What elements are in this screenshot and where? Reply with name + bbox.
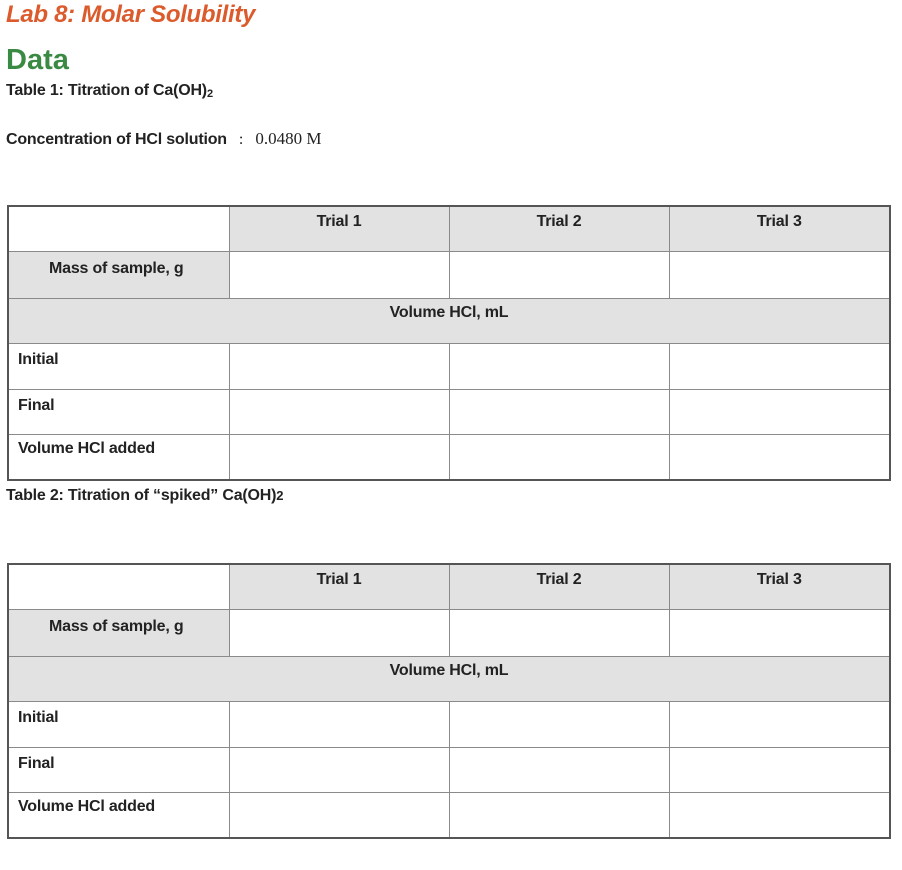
- table-row-final: [8, 748, 890, 793]
- cell-initial-trial-2[interactable]: [449, 344, 669, 390]
- concentration-separator: :: [238, 131, 244, 148]
- table2: [7, 563, 891, 839]
- cell-final-trial-2[interactable]: [449, 748, 669, 793]
- row-label-initial: Initial: [8, 344, 229, 390]
- row-label-volume-added: Volume HCl added: [8, 435, 229, 481]
- column-header-trial-2: Trial 2: [449, 564, 669, 610]
- cell-mass-trial-2[interactable]: [449, 610, 669, 657]
- column-header-trial-1: Trial 1: [229, 206, 449, 252]
- cell-added-trial-1[interactable]: [229, 435, 449, 481]
- cell-added-trial-2[interactable]: [449, 793, 669, 839]
- concentration-label: Concentration of HCl solution: [6, 131, 227, 148]
- cell-final-trial-2[interactable]: [449, 390, 669, 435]
- cell-mass-trial-3[interactable]: [669, 610, 890, 657]
- table-row-volume-header: [8, 657, 890, 702]
- row-label-mass: Mass of sample, g: [8, 252, 229, 299]
- cell-initial-trial-1[interactable]: [229, 344, 449, 390]
- table-row-mass: [8, 610, 890, 657]
- column-header-trial-2: Trial 2: [449, 206, 669, 252]
- column-header-trial-3: Trial 3: [669, 206, 890, 252]
- volume-header: Volume HCl, mL: [8, 299, 890, 344]
- cell-added-trial-3[interactable]: [669, 793, 890, 839]
- table-corner-cell: [8, 564, 229, 610]
- cell-added-trial-3[interactable]: [669, 435, 890, 481]
- cell-initial-trial-1[interactable]: [229, 702, 449, 748]
- cell-final-trial-3[interactable]: [669, 390, 890, 435]
- table-row-volume-added: [8, 793, 890, 839]
- section-title-data: Data: [6, 44, 69, 76]
- table1-caption: [6, 82, 213, 100]
- cell-mass-trial-1[interactable]: [229, 610, 449, 657]
- table-row-volume-header: [8, 299, 890, 344]
- table2-caption-text: Table 2: Titration of “spiked” Ca(OH): [6, 487, 277, 504]
- row-label-mass: Mass of sample, g: [8, 610, 229, 657]
- row-label-final: Final: [8, 748, 229, 793]
- table1-caption-text: Table 1: Titration of Ca(OH): [6, 82, 207, 99]
- row-label-final: Final: [8, 390, 229, 435]
- cell-added-trial-2[interactable]: [449, 435, 669, 481]
- cell-mass-trial-2[interactable]: [449, 252, 669, 299]
- volume-header: Volume HCl, mL: [8, 657, 890, 702]
- cell-initial-trial-2[interactable]: [449, 702, 669, 748]
- table-row-initial: [8, 344, 890, 390]
- cell-mass-trial-1[interactable]: [229, 252, 449, 299]
- cell-final-trial-1[interactable]: [229, 748, 449, 793]
- table-header-row: [8, 206, 890, 252]
- cell-final-trial-1[interactable]: [229, 390, 449, 435]
- table-row-final: [8, 390, 890, 435]
- table-row-initial: [8, 702, 890, 748]
- cell-mass-trial-3[interactable]: [669, 252, 890, 299]
- column-header-trial-1: Trial 1: [229, 564, 449, 610]
- table-row-volume-added: [8, 435, 890, 481]
- table1-caption-subscript: 2: [206, 88, 213, 100]
- lab-title: Lab 8: Molar Solubility: [6, 1, 256, 28]
- table2-caption: [6, 487, 283, 505]
- column-header-trial-3: Trial 3: [669, 564, 890, 610]
- concentration-value: 0.0480 M: [255, 129, 322, 148]
- cell-final-trial-3[interactable]: [669, 748, 890, 793]
- row-label-volume-added: Volume HCl added: [8, 793, 229, 839]
- cell-initial-trial-3[interactable]: [669, 702, 890, 748]
- table2-caption-subscript: 2: [276, 488, 284, 503]
- table-row-mass: [8, 252, 890, 299]
- table1: [7, 205, 891, 481]
- table-header-row: [8, 564, 890, 610]
- concentration-row: [6, 129, 321, 149]
- cell-initial-trial-3[interactable]: [669, 344, 890, 390]
- cell-added-trial-1[interactable]: [229, 793, 449, 839]
- row-label-initial: Initial: [8, 702, 229, 748]
- table-corner-cell: [8, 206, 229, 252]
